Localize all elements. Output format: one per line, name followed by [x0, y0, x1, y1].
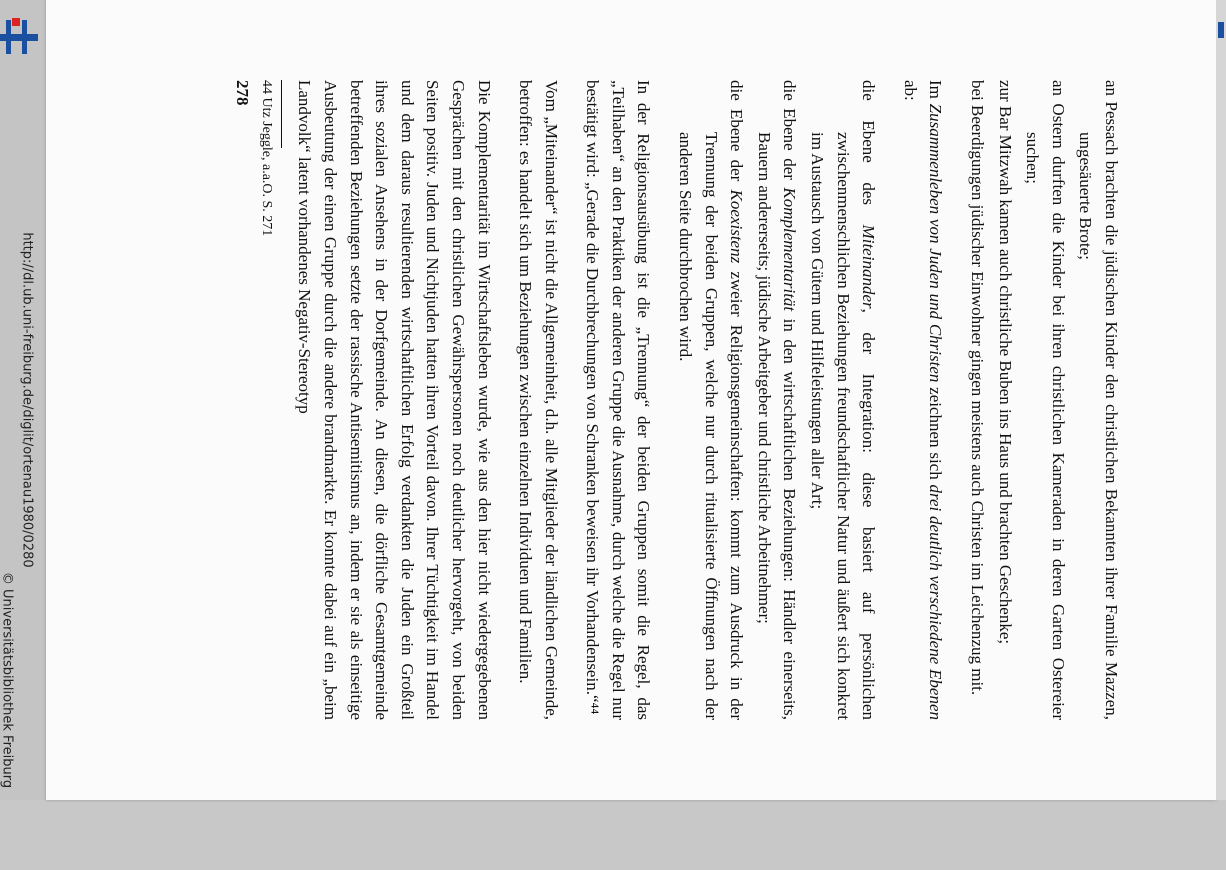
scanned-page	[46, 0, 1216, 800]
paragraph-beerdigungen: bei Beerdigungen jüdischer Einwohner gingen meistens auch Christen im Leichenzug mit.	[968, 80, 988, 696]
paragraph-ostern: an Ostern durften die Kinder bei ihren christlichen Kameraden in deren Garten Ostereier suchen;	[1023, 80, 1068, 720]
paragraph-ebene-komplementaritaet: die Ebene der Komplementarität in den wirtschaftlichen Beziehungen: Händler einerseits, Bauern andererseits; jüdische Arbeitgeber und christliche Arbeitnehmer;	[754, 80, 800, 721]
paragraph-ebenen-intro: Im Zusammenleben von Juden und Christen zeichnen sich drei deutlich verschiedene Ebenen ab:	[900, 80, 946, 721]
library-logo-icon	[0, 18, 40, 58]
paragraph-ebene-koexistenz: die Ebene der Koexistenz zweier Religionsgemeinschaften: kommt zum Ausdruck in der Trennung der beiden Gruppen, welche nur durch ritualisierte Öffnungen nach der anderen Seite durchbrochen wird.	[676, 80, 747, 720]
right-margin-strip	[1216, 0, 1226, 800]
bookmark-icon	[1218, 22, 1224, 38]
paragraph-pessach: an Pessach brachten die jüdischen Kinder den christlichen Bekannten ihrer Familie Mazzen, ungesäuerte Brote;	[1076, 80, 1121, 720]
paragraph-religion: In der Religionsausübung ist die „Trennung“ der beiden Gruppen somit die Regel, das „Teilhaben“ an den Praktiken der anderen Gruppe die Ausnahme, durch welche die Regel nur bestätigt wird: „Gerade die Durchbrechungen von Schranken beweisen ihr Vorhandensein.“⁴⁴	[583, 80, 654, 720]
paragraph-komplementaritaet: Die Komplementarität im Wirtschaftsleben wurde, wie aus den hier nicht wiedergegebenen Gesprächen mit den christlichen Gewährspersonen noch deutlicher hervorgeht, von beiden Seiten positiv. Juden und Nichtjuden hatten ihren Vorteil davon. Ihrer Tüchtigkeit im Handel und dem daraus resultierenden wirtschaftlichen Erfolg verdankten die Juden ein Großteil ihres sozialen Ansehens in der Dorfgemeinde. An diesen, die dörfliche Gesamtgemeinde betreffenden Beziehungen setzte der rassische Antisemitismus an, indem er sie als einseitige Ausbeutung der einen Gruppe durch die andere brandmarkte. Er konnte dabei auf ein „beim Landvolk“ latent vorhandenes Negativ-Stereotyp	[295, 80, 494, 720]
source-url: http://dl.ub.uni-freiburg.de/diglit/ortenau1980/0280	[19, 232, 35, 568]
left-margin-strip	[0, 0, 46, 800]
footnote-rule	[281, 80, 282, 148]
page-number: 278	[232, 80, 252, 106]
paragraph-miteinander: Vom „Miteinander“ ist nicht die Allgemeinheit, d.h. alle Mitglieder der ländlichen Gemeinde, betroffen: es handelt sich um Beziehungen zwischen einzelnen Individuen und Familien.	[516, 80, 561, 720]
paragraph-bar-mitzwah: zur Bar Mitzwah kamen auch christliche Buben ins Haus und brachten Geschenke;	[995, 80, 1015, 645]
paragraph-ebene-miteinander: die Ebene des Miteinander, der Integration: diese basiert auf persönlichen zwischenmenschlichen Beziehungen freundschaftlicher Natur und äußert sich konkret im Austausch von Gütern und Hilfeleistungen aller Art;	[808, 80, 879, 720]
page-text-block	[184, 80, 1124, 720]
footnote: 44 Utz Jeggle, a.a.O. S. 271	[258, 80, 274, 237]
copyright-notice: © Universitätsbibliothek Freiburg	[0, 571, 15, 789]
